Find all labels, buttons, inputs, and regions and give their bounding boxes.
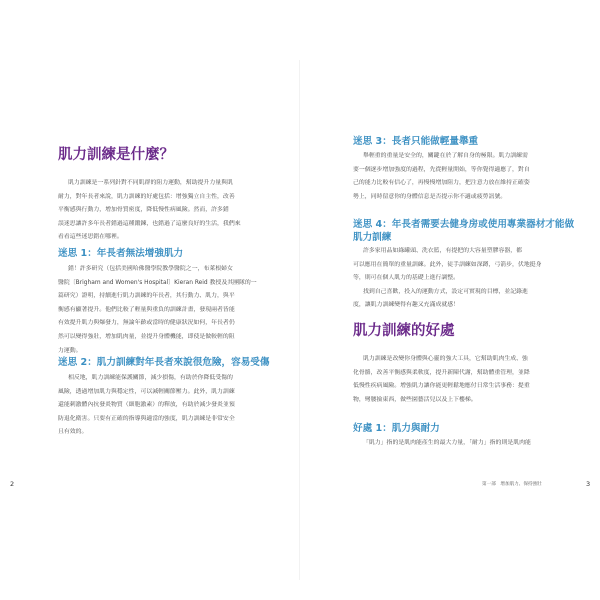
myth1-paragraph [58,263,257,358]
running-footer: 第一部 增加肌力、保持強壯 [482,482,542,487]
myth2-line: 風險，透過增加肌力與穩定性，可以減輕關節壓力。此外，肌力訓練 [58,388,235,395]
myth4-line: 許多家用品如綠罐頭、洗衣籃，有提把的大容量塑膠容器，都 [363,248,523,254]
myth1-line: 醫院〔Brigham and Women's Hospital〕Kieran Reid 教授及其團隊的一 [58,279,257,286]
myth4-heading [353,219,574,244]
myth2-line: 防退化衛害。只要有正確的指導與適當的強度，肌力訓練是非常安全 [58,415,235,422]
myth2-line: 且有效的。 [58,429,88,436]
myth3-line: 己的能力比較有信心了，再慢慢增加阻力，把注意力放在維持正確姿 [353,180,530,187]
myth3-line: 要一個逐步增加強度的過程，先從輕量開始，等你覺得適應了，對自 [353,166,530,173]
myth4-line: 可以應用在簡單的重量訓練。此外，徒手訓練如深蹲，弓箭步，伏地挺身 [353,261,542,268]
myth4-line: 找到自己喜歡，投入的運動方式，設定可實現的目標，並記錄進 [363,288,528,295]
benefits-title: 肌力訓練的好處 [353,323,455,339]
myth2-line: 相反地，肌力訓練能保護關節，減少損傷，有助於你降低受傷的 [68,375,233,381]
myth1-line: 衡感有顯著提升。他們比較了輕量與重負的訓練計畫，發現兩者皆能 [58,306,235,313]
benefits-line: 低慢性疾病風險。增強肌力讓你能更輕鬆地應付日常生活事務：提重 [353,383,530,390]
intro-line: 看看這些迷思錯在哪裡。 [58,234,123,241]
myth1-line: 力運動。 [58,347,82,354]
myth1-heading: 迷思 1：年長者無法增強肌力 [58,248,184,259]
page-number: 2 [10,480,15,488]
myth3-heading: 迷思 3：長者只能做輕量舉重 [353,136,479,147]
myth1-line: 篇研究）證明，持續進行肌力訓練的年長者，其行動力、肌力，與平 [58,293,235,300]
myth4-heading-line: 肌力訓練 [353,231,392,243]
myth2-paragraph [58,372,235,440]
intro-line: 誤迷思讓許多年長者錯過這種鍛鍊，也錯過了這麼良好的生活，我們來 [58,220,241,227]
benefit1-heading: 好處 1：肌力與耐力 [353,423,440,434]
myth1-line: 然可以變得強壯，增加肌肉量，並提升身體機能，即使是做較輕的阻 [58,333,235,340]
intro-line: 耐力，對年長者來說，肌力訓練的好處包括：增強獨立自主性，改善 [58,193,235,200]
myth4-line: 度，讓肌力訓練變得有趣又充滿成就感！ [353,302,460,309]
page-title: 肌力訓練是什麼？ [58,147,174,163]
benefits-line: 肌力訓練是改變你身體與心靈的強大工具，它幫助肌肉生成、強 [363,356,528,362]
right-page [300,0,600,600]
myth3-line: 舉輕重的重量是安全的，關鍵在於了解自身的極限。肌力訓練需 [363,153,528,159]
intro-paragraph [58,177,241,245]
myth4-paragraph [353,245,542,313]
myth2-line: 還能刺激體內抗發炎物質（細胞激素）的釋放，有助於減少發炎並預 [58,402,235,409]
benefit1-line: 「肌力」指的是肌肉能產生的最大力量，「耐力」指的則是肌肉能 [363,440,531,446]
myth4-line: 等，則可在個人肌力的基礎上進行調整。 [353,275,460,282]
intro-line: 肌力訓練是一系列針對不同肌群的阻力運動，幫助提升力量與肌 [68,180,233,186]
benefit1-paragraph [353,437,531,451]
page-number: 3 [586,480,591,488]
myth3-paragraph [353,150,530,204]
myth2-heading: 迷思 2：肌力訓練對年長者來說很危險，容易受傷 [58,357,270,368]
myth4-heading-line: 迷思 4：年長者需要去健身房或使用專業器材才能做 [353,219,575,230]
myth1-line: 有效提升肌力與爆發力，無論年齡或當時的健康狀況如何，年長者仍 [58,320,235,327]
benefits-paragraph [353,353,530,407]
benefits-line: 物，彎腰撿東西，做些園藝活兒以及上下樓梯。 [353,396,477,403]
benefits-line: 化骨骼，改善平衡感與柔軟度，提升新陳代謝，幫助體重管理，並降 [353,369,530,376]
intro-line: 平衡感與行動力，增加骨質密度，降低慢性病風險。然而，許多錯 [58,207,229,214]
myth3-line: 勢上，同時留意你的身體信息是否提示你不適或疲勞訊號。 [353,193,507,200]
myth1-line: 錯！許多研究（包括美國哈佛醫學院教學醫院之一，布萊根婦女 [68,266,233,272]
